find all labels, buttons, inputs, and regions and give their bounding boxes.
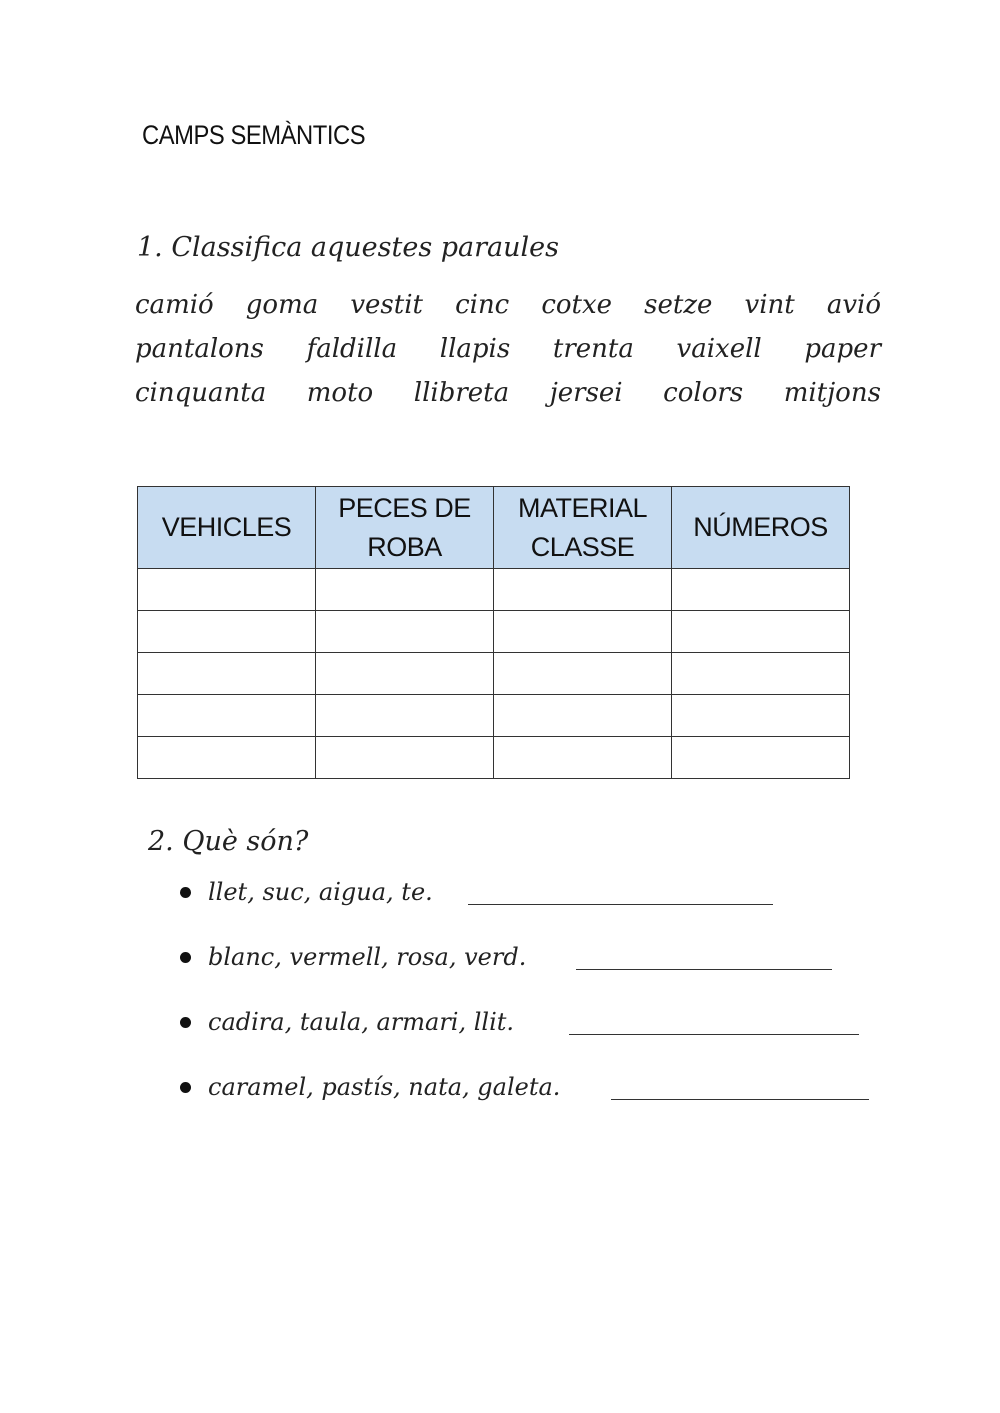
answer-line[interactable] [611, 1099, 869, 1100]
list-item [180, 1008, 514, 1036]
answer-cell[interactable] [494, 611, 672, 653]
word: llibreta [413, 378, 510, 408]
answer-line[interactable] [468, 904, 773, 905]
word: goma [245, 290, 319, 320]
answer-cell[interactable] [672, 569, 850, 611]
word: setze [644, 290, 713, 320]
answer-cell[interactable] [138, 611, 316, 653]
table-row [138, 737, 850, 779]
classification-table [137, 486, 850, 779]
word: cotxe [541, 290, 613, 320]
word: mitjons [783, 378, 881, 408]
list-item-text: cadira, taula, armari, llit. [208, 1008, 515, 1036]
exercise-2-instruction: 2. Què són? [148, 826, 309, 857]
bullet-icon [180, 952, 191, 963]
list-item [180, 878, 433, 906]
word: vestit [350, 290, 423, 320]
answer-cell[interactable] [316, 611, 494, 653]
answer-cell[interactable] [316, 569, 494, 611]
header-numeros: NÚMEROS [672, 487, 850, 569]
word: avió [826, 290, 881, 320]
word: vint [744, 290, 795, 320]
word: jersei [549, 378, 623, 408]
bullet-icon [180, 1017, 191, 1028]
word: cinc [455, 290, 510, 320]
answer-cell[interactable] [138, 737, 316, 779]
word: colors [663, 378, 744, 408]
word: paper [804, 334, 881, 364]
word: llapis [439, 334, 511, 364]
word: faldilla [306, 334, 398, 364]
list-item-text: caramel, pastís, nata, galeta. [208, 1073, 561, 1101]
bullet-icon [180, 887, 191, 898]
answer-cell[interactable] [316, 695, 494, 737]
word: cinquanta [135, 378, 267, 408]
table-row [138, 611, 850, 653]
answer-cell[interactable] [672, 695, 850, 737]
word: camió [135, 290, 214, 320]
table-row [138, 695, 850, 737]
word: vaixell [676, 334, 762, 364]
answer-line[interactable] [569, 1034, 859, 1035]
answer-line[interactable] [576, 969, 832, 970]
bullet-icon [180, 1082, 191, 1093]
word-row [135, 378, 881, 422]
answer-cell[interactable] [138, 569, 316, 611]
header-peces-de-roba: PECES DE ROBA [316, 487, 494, 569]
header-vehicles: VEHICLES [138, 487, 316, 569]
answer-cell[interactable] [494, 737, 672, 779]
list-item [180, 1073, 560, 1101]
list-item [180, 943, 526, 971]
answer-cell[interactable] [672, 611, 850, 653]
table-row [138, 653, 850, 695]
list-item-text: llet, suc, aigua, te. [208, 878, 433, 906]
word-row [135, 334, 881, 378]
answer-cell[interactable] [316, 737, 494, 779]
worksheet-title: CAMPS SEMÀNTICS [142, 120, 366, 150]
answer-cell[interactable] [494, 569, 672, 611]
answer-cell[interactable] [138, 653, 316, 695]
answer-cell[interactable] [138, 695, 316, 737]
answer-cell[interactable] [672, 653, 850, 695]
answer-cell[interactable] [672, 737, 850, 779]
word-row [135, 290, 881, 334]
exercise-1-instruction: 1. Classifica aquestes paraules [137, 232, 560, 263]
word: trenta [552, 334, 634, 364]
table-row [138, 569, 850, 611]
list-item-text: blanc, vermell, rosa, verd. [208, 943, 527, 971]
answer-cell[interactable] [494, 653, 672, 695]
word-list [135, 290, 881, 422]
word: pantalons [135, 334, 264, 364]
table-header-row [138, 487, 850, 569]
header-material-classe: MATERIAL CLASSE [494, 487, 672, 569]
word: moto [306, 378, 374, 408]
answer-cell[interactable] [316, 653, 494, 695]
answer-cell[interactable] [494, 695, 672, 737]
